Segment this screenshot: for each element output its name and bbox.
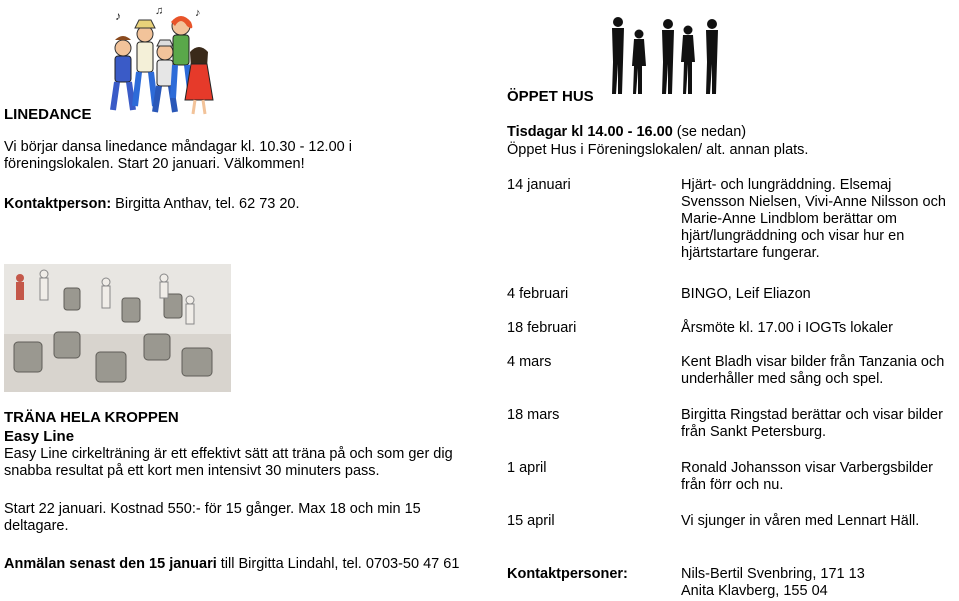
open-house-time-note: (se nedan)	[672, 124, 747, 140]
contact-person: Nils-Bertil Svenbring, 171 13	[681, 566, 865, 582]
open-house-location: Öppet Hus i Föreningslokalen/ alt. annan plats.	[507, 142, 809, 158]
event-date: 1 april	[507, 460, 547, 476]
svg-text:♪: ♪	[195, 7, 201, 19]
silhouettes-clipart	[606, 14, 724, 96]
event-date: 18 mars	[507, 407, 560, 423]
dancers-clipart	[103, 6, 218, 118]
open-house-heading: ÖPPET HUS	[507, 88, 594, 105]
svg-text:♪: ♪	[115, 9, 121, 23]
linedance-contact	[4, 196, 424, 213]
linedance-heading: LINEDANCE	[4, 106, 92, 123]
linedance-description: Vi börjar dansa linedance måndagar kl. 10.30 - 12.00 i föreningslokalen. Start 20 januari. Välkommen!	[4, 139, 352, 172]
event-date: 18 februari	[507, 320, 577, 336]
contacts-list	[681, 566, 959, 600]
linedance-contact-value: Birgitta Anthav, tel. 62 73 20.	[111, 196, 300, 212]
event-date: 14 januari	[507, 177, 571, 193]
training-signup	[4, 556, 464, 573]
event-description: Birgitta Ringstad berättar och visar bilder från Sankt Petersburg.	[681, 407, 943, 440]
training-subheading: Easy Line	[4, 428, 75, 445]
event-description: Vi sjunger in våren med Lennart Häll.	[681, 513, 920, 529]
event-description: Årsmöte kl. 17.00 i IOGTs lokaler	[681, 320, 893, 336]
open-house-time-bold: Tisdagar kl 14.00 - 16.00	[507, 124, 673, 140]
event-description: Kent Bladh visar bilder från Tanzania och underhåller med sång och spel.	[681, 354, 945, 387]
contacts-label: Kontaktpersoner:	[507, 566, 628, 582]
training-description: Easy Line cirkelträning är ett effektivt sätt att träna på och som ger dig snabba resultat på ett kort men intensivt 30 minuters pass.	[4, 446, 453, 479]
event-date: 4 februari	[507, 286, 569, 302]
training-heading: TRÄNA HELA KROPPEN	[4, 409, 179, 426]
event-date: 15 april	[507, 513, 555, 529]
svg-text:♫: ♫	[155, 6, 164, 17]
event-description: Ronald Johansson visar Varbergsbilder från förr och nu.	[681, 460, 934, 493]
event-description: Hjärt- och lungräddning. Elsemaj Svensson Nielsen, Vivi-Anne Nilsson och Marie-Anne Lindblom berättar om hjärt/lungräddning och visar hur en hjärtstartare fungerar.	[681, 177, 946, 261]
event-date: 4 mars	[507, 354, 552, 370]
open-house-time	[507, 124, 746, 141]
signup-deadline: Anmälan senast den 15 januari	[4, 556, 217, 572]
easy-line-gym-photo	[4, 264, 231, 392]
linedance-contact-label: Kontaktperson:	[4, 196, 112, 212]
event-description: BINGO, Leif Eliazon	[681, 286, 811, 302]
signup-contact: till Birgitta Lindahl, tel. 0703-50 47 61	[216, 556, 460, 572]
training-start-info: Start 22 januari. Kostnad 550:- för 15 gånger. Max 18 och min 15 deltagare.	[4, 501, 421, 534]
contact-person: Anita Klavberg, 155 04	[681, 583, 828, 599]
